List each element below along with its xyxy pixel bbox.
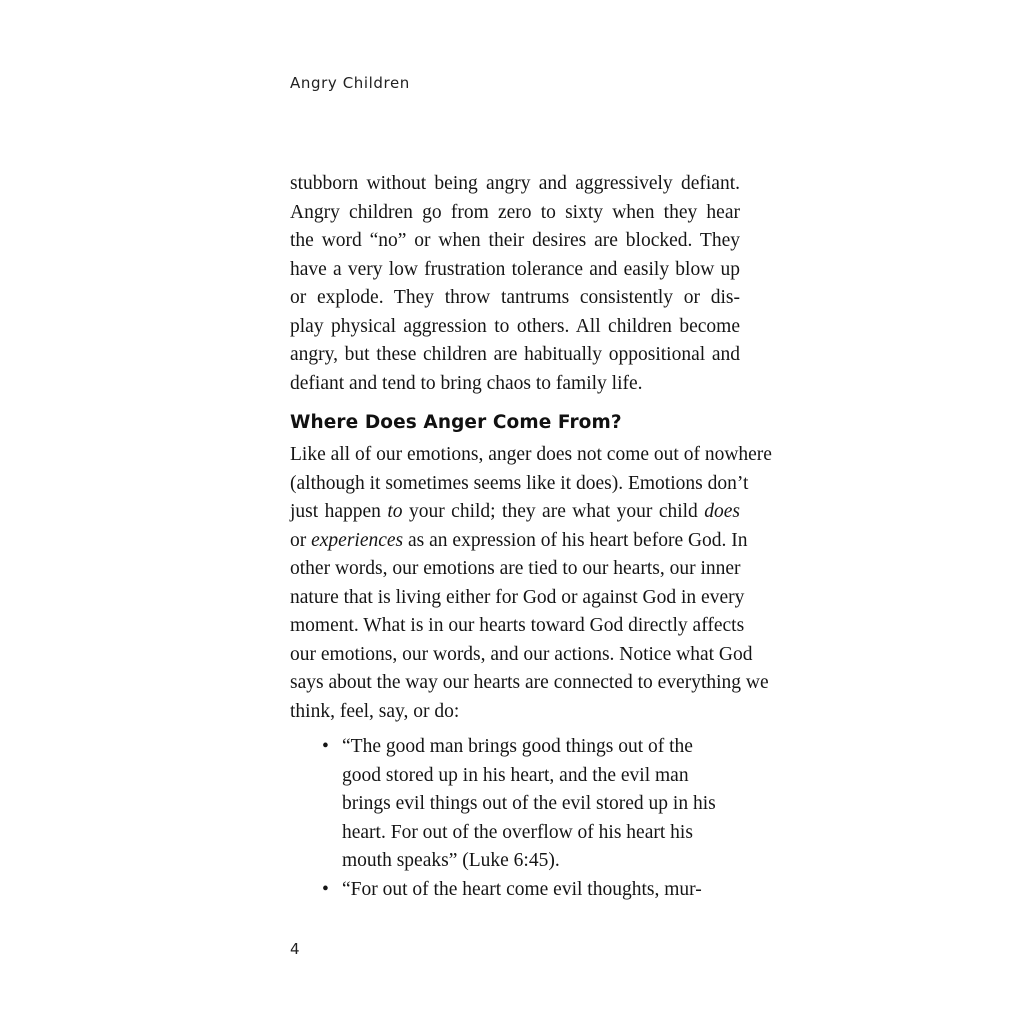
paragraph-line: have a very low frustration tolerance and easily blow up [290,258,740,280]
emphasis-text: to [387,501,403,522]
paragraph-line: moment. What is in our hearts toward God directly affects [290,615,745,636]
paragraph-1 [290,170,740,398]
paragraph-line: (although it sometimes seems like it does). Emotions don’t [290,472,749,494]
bullet-item [322,876,742,905]
running-head: Angry Children [290,74,410,92]
bullet-icon: • [322,878,329,900]
text-run: your child; they are what your child [402,501,705,522]
bullet-icon: • [322,736,329,757]
bullet-line: brings evil things out of the evil stored up in his [342,793,716,814]
paragraph-line [290,527,748,556]
section-heading: Where Does Anger Come From? [290,412,622,433]
paragraph-line: defiant and tend to bring chaos to family life. [290,372,643,394]
scripture-bullet-list [322,733,742,904]
paragraph-line: nature that is living either for God or against God in every [290,586,745,608]
paragraph-line: Like all of our emotions, anger does not come out of nowhere [290,444,772,465]
paragraph-line [290,498,740,527]
paragraph-line: our emotions, our words, and our actions. Notice what God [290,643,753,665]
paragraph-line: think, feel, say, or do: [290,700,460,722]
paragraph-line: other words, our emotions are tied to our hearts, our inner [290,558,741,579]
bullet-item [322,733,742,876]
paragraph-line: says about the way our hearts are connected to everything we [290,672,769,693]
bullet-line: mouth speaks” (Luke 6:45). [342,850,560,871]
paragraph-line: the word “no” or when their desires are blocked. They [290,230,740,251]
bullet-line: “The good man brings good things out of the [342,736,693,757]
emphasis-text: experiences [311,529,404,551]
text-run: as an expression of his heart before God. In [403,529,748,551]
text-run: just happen [290,501,388,522]
paragraph-line: play physical aggression to others. All children become [290,315,740,337]
bullet-line: heart. For out of the overflow of his heart his [342,821,693,843]
paragraph-line: stubborn without being angry and aggressively defiant. [290,173,740,194]
page-number: 4 [290,940,300,958]
bullet-line: good stored up in his heart, and the evil man [342,764,689,786]
paragraph-line: angry, but these children are habitually oppositional and [290,344,740,365]
paragraph-2 [290,441,772,726]
bullet-line: “For out of the heart come evil thoughts, mur- [342,878,702,900]
paragraph-line: Angry children go from zero to sixty when they hear [290,201,740,223]
paragraph-line: or explode. They throw tantrums consistently or dis- [290,287,740,308]
text-run: or [290,529,312,551]
emphasis-text: does [704,501,741,522]
